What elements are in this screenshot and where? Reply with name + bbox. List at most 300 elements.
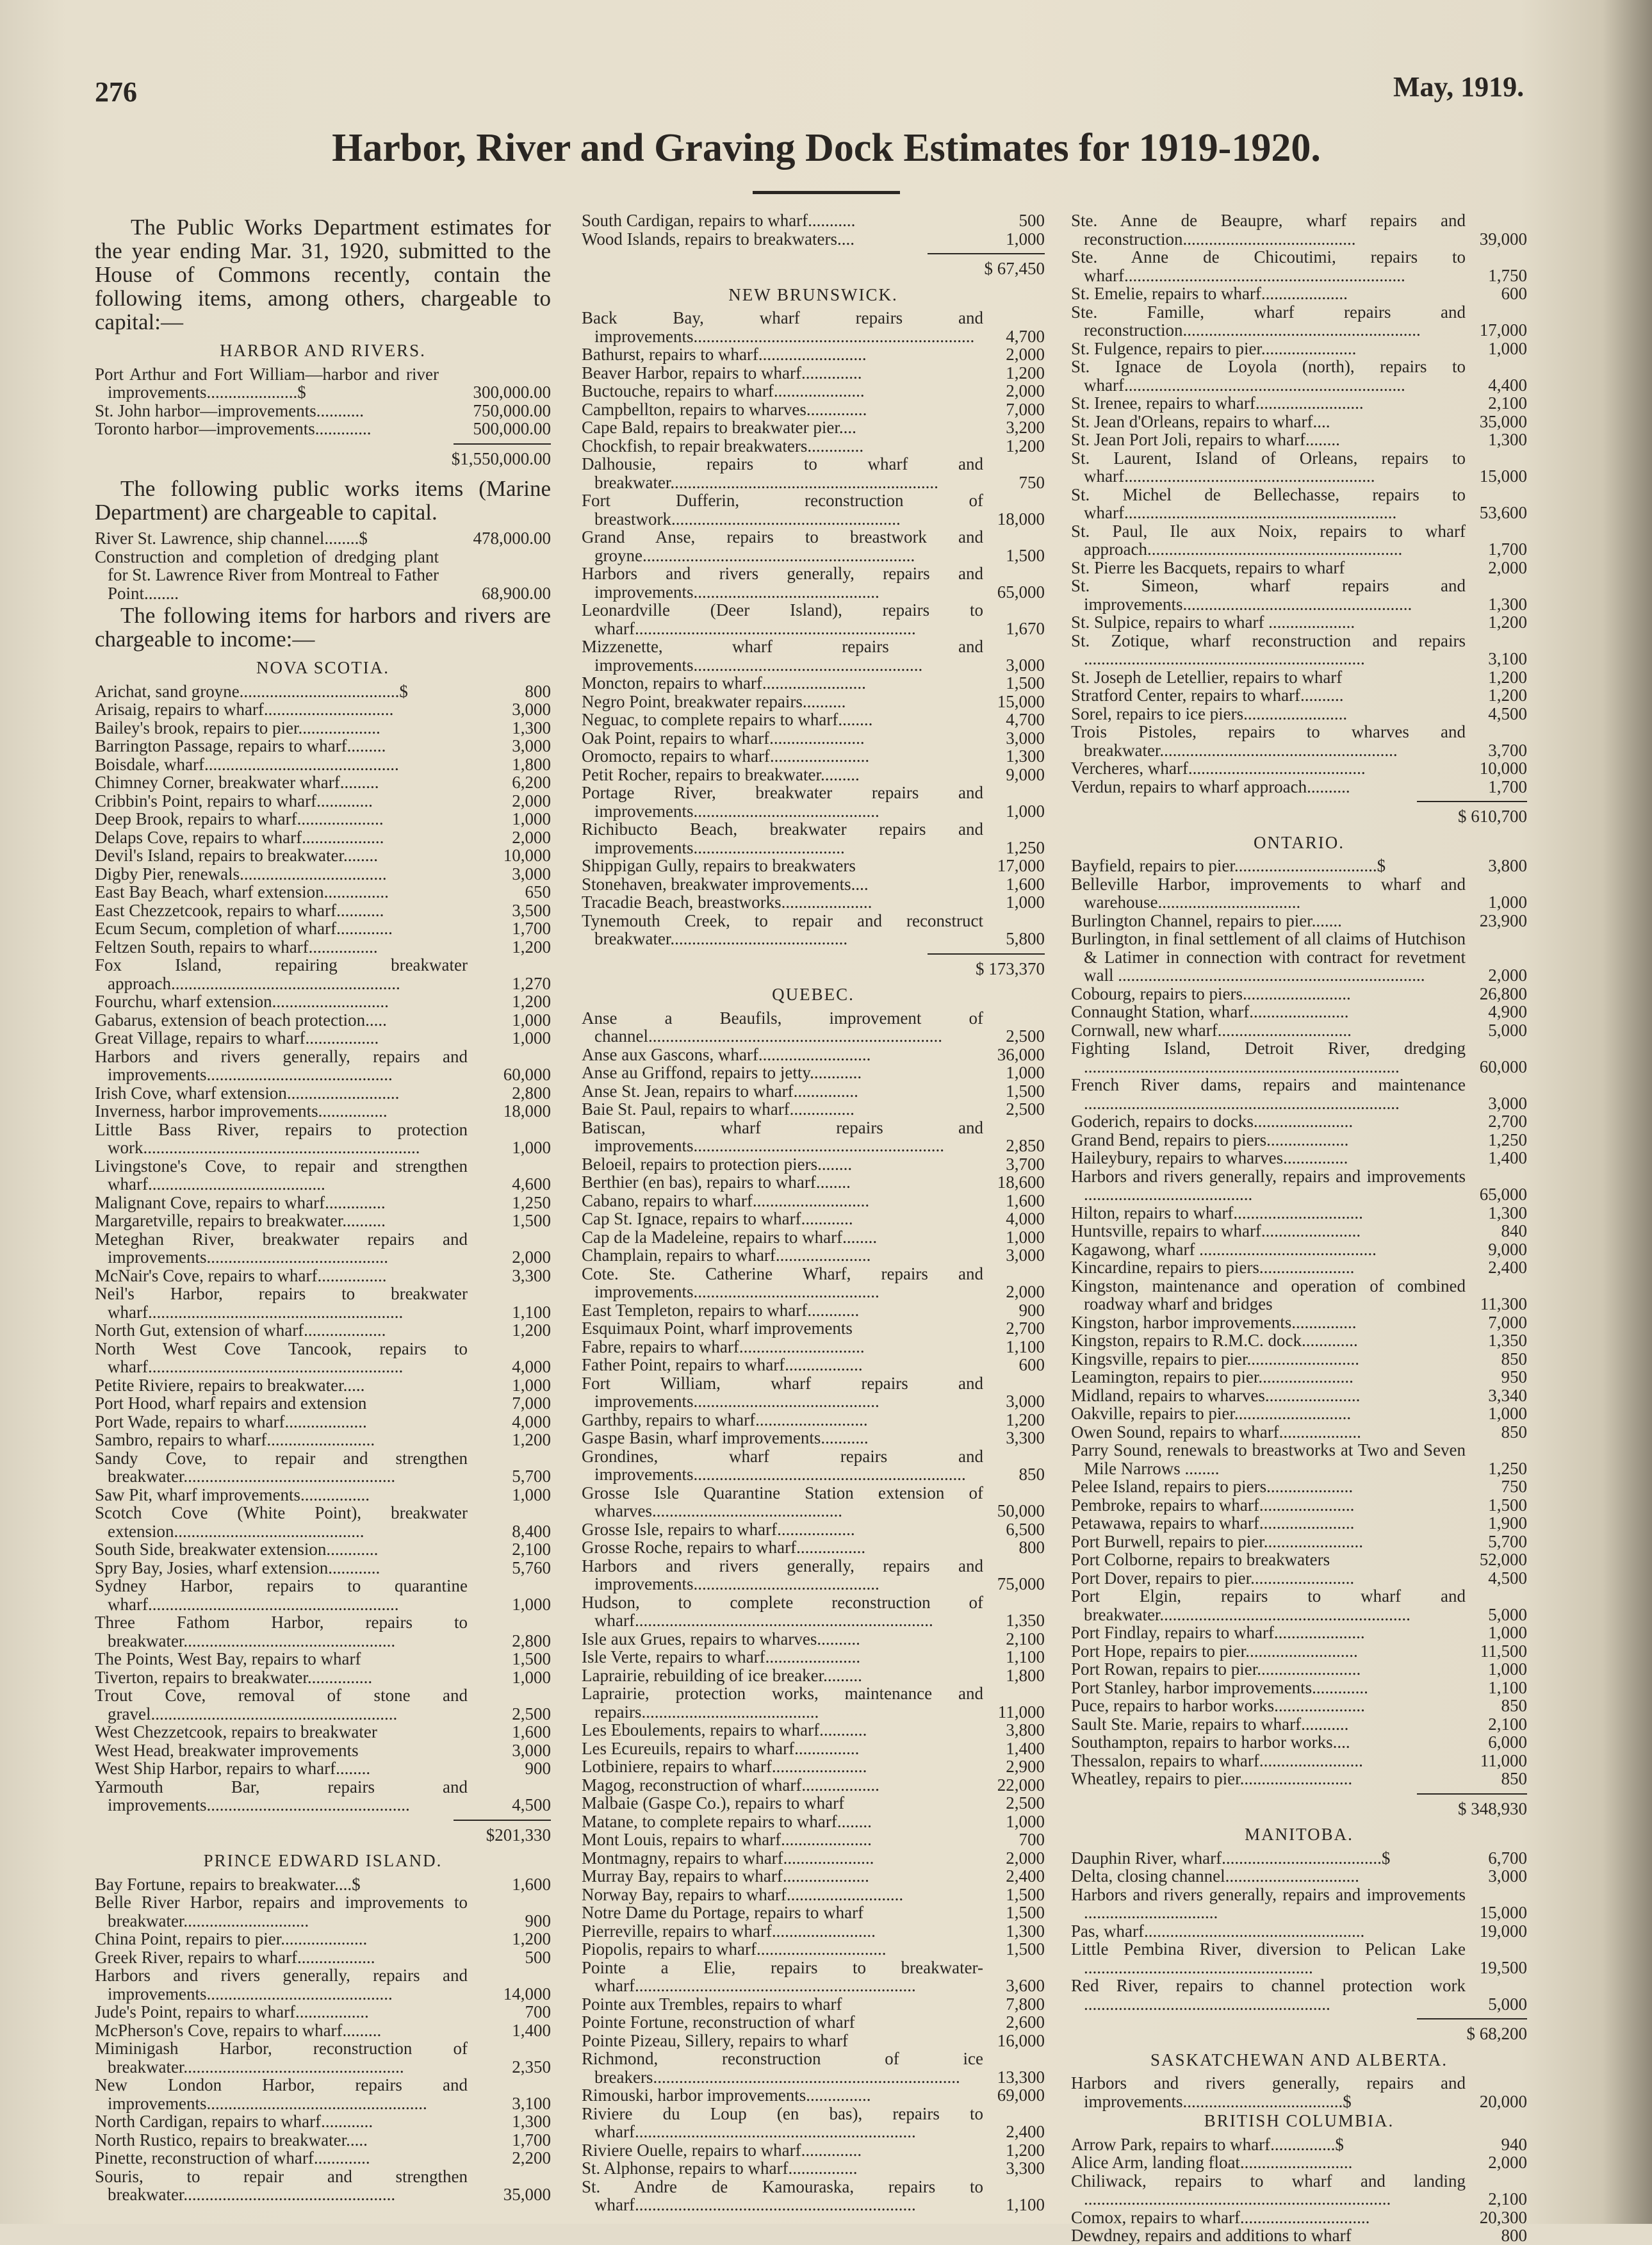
item-description: Saw Pit, wharf improvements................ xyxy=(95,1484,370,1504)
item-amount: 478,000.00 xyxy=(473,529,551,548)
list-item xyxy=(1071,358,1527,394)
total-value: $ 67,450 xyxy=(984,259,1045,278)
item-amount: 3,800 xyxy=(1488,856,1527,875)
item-description: Isle aux Grues, repairs to wharves.......... xyxy=(582,1629,860,1649)
list-item xyxy=(95,846,551,865)
list-item xyxy=(582,418,1045,437)
list-item xyxy=(582,1593,1045,1630)
list-item xyxy=(1071,1350,1527,1369)
item-amount: 4,700 xyxy=(1006,326,1045,346)
item-description: Fabre, repairs to wharf............................. xyxy=(582,1336,865,1356)
list-item xyxy=(1071,723,1527,759)
list-item xyxy=(1071,985,1527,1003)
item-amount: 3,700 xyxy=(1006,1154,1045,1174)
item-amount: 1,100 xyxy=(1006,2195,1045,2214)
item-amount: 1,300 xyxy=(1488,594,1527,614)
item-amount: 3,300 xyxy=(1006,1428,1045,1447)
item-amount: 2,600 xyxy=(1006,2012,1045,2032)
list-item xyxy=(582,637,1045,674)
item-description: Comox, repairs to wharf.............................. xyxy=(1071,2207,1370,2227)
item-amount: 5,700 xyxy=(1488,1531,1527,1551)
item-description: Cap St. Ignace, repairs to wharf............ xyxy=(582,1209,853,1228)
item-amount: 800 xyxy=(1018,1538,1045,1557)
item-amount: 2,800 xyxy=(512,1631,551,1650)
item-description: Wheatley, repairs to pier.......................... xyxy=(1071,1769,1353,1788)
list-item xyxy=(95,700,551,719)
item-amount: 1,600 xyxy=(512,1722,551,1741)
item-description: Sorel, repairs to ice piers........................ xyxy=(1071,703,1348,723)
item-amount: 1,400 xyxy=(1488,1148,1527,1167)
list-item xyxy=(582,912,1045,948)
item-amount: 3,000 xyxy=(1006,1246,1045,1265)
item-description: Parry Sound, renewals to breastworks at Two and Seven Mile Narrows ........ xyxy=(1071,1440,1466,1478)
item-description: Oak Point, repairs to wharf...................... xyxy=(582,728,865,748)
item-amount: 5,760 xyxy=(512,1558,551,1577)
item-description: Toronto harbor—improvements............. xyxy=(95,419,372,438)
item-description: Pierreville, repairs to wharf........................ xyxy=(582,1921,876,1941)
item-description: Harbors and rivers generally, repairs and improvements........................................... xyxy=(582,564,983,602)
list-item xyxy=(582,491,1045,528)
item-amount: 1,000 xyxy=(1006,1063,1045,1082)
item-amount: 18,000 xyxy=(997,509,1045,529)
item-description: St. Ignace de Loyola (north), repairs to wharf................................................................. xyxy=(1071,357,1466,395)
item-description: Dauphin River, wharf.....................................$ xyxy=(1071,1848,1391,1868)
item-amount: 3,000 xyxy=(1006,728,1045,748)
list-item xyxy=(582,729,1045,748)
section-heading-quebec: QUEBEC. xyxy=(772,985,855,1004)
item-amount: 3,000 xyxy=(512,736,551,755)
item-description: North Rustico, repairs to breakwater..... xyxy=(95,2130,368,2150)
item-description: Hilton, repairs to wharf.............................. xyxy=(1071,1203,1363,1222)
total-value: $ 68,200 xyxy=(1466,2024,1527,2043)
list-item xyxy=(582,1082,1045,1101)
item-description: St. Jean Port Joli, repairs to wharf........ xyxy=(1071,430,1340,449)
item-description: Harbors and rivers generally, repairs and improvements ....................................... xyxy=(1071,1166,1466,1204)
list-item xyxy=(582,1155,1045,1174)
item-amount: 2,900 xyxy=(1006,1757,1045,1776)
item-amount: 13,300 xyxy=(997,2067,1045,2087)
item-amount: 1,000 xyxy=(1488,892,1527,912)
item-description: McPherson's Cove, repairs to wharf......... xyxy=(95,2020,382,2040)
list-item xyxy=(95,1559,551,1577)
list-item xyxy=(582,601,1045,637)
item-amount: 700 xyxy=(525,2002,551,2021)
list-nova-scotia xyxy=(95,682,551,1814)
list-item xyxy=(582,1265,1045,1301)
list-item xyxy=(1071,577,1527,613)
item-description: St. Simeon, wharf repairs and improvements..................................................... xyxy=(1071,576,1466,614)
item-description: North Gut, extension of wharf................... xyxy=(95,1320,386,1340)
list-item xyxy=(95,1966,551,2003)
list-item xyxy=(95,1212,551,1230)
list-item xyxy=(95,1321,551,1340)
list-item xyxy=(95,1613,551,1650)
item-amount: 19,500 xyxy=(1479,1957,1527,1977)
item-description: Port Elgin, repairs to wharf and breakwater.......................................................... xyxy=(1071,1586,1466,1624)
list-british-columbia xyxy=(1071,2135,1527,2245)
item-amount: 1,300 xyxy=(1488,430,1527,449)
item-amount: 4,700 xyxy=(1006,710,1045,729)
list-item xyxy=(582,1776,1045,1795)
list-item xyxy=(1071,668,1527,687)
list-item xyxy=(582,1922,1045,1941)
item-description: St. Irenee, repairs to wharf......................... xyxy=(1071,393,1364,413)
item-description: Gaspe Basin, wharf improvements........... xyxy=(582,1428,869,1447)
list-item xyxy=(1071,705,1527,723)
item-description: Riviere Ouelle, repairs to wharf.............. xyxy=(582,2140,862,2160)
item-description: Trout Cove, removal of stone and gravel......................................................... xyxy=(95,1686,468,1723)
list-item xyxy=(1071,559,1527,577)
list-item xyxy=(1071,930,1527,985)
item-amount: 1,500 xyxy=(1006,1884,1045,1904)
item-amount: 3,500 xyxy=(512,900,551,920)
list-ontario xyxy=(1071,857,1527,1788)
item-amount: 7,000 xyxy=(512,1394,551,1413)
total-value: $ 610,700 xyxy=(1458,807,1527,826)
item-description: Petit Rocher, repairs to breakwater......... xyxy=(582,764,860,784)
list-item xyxy=(582,1666,1045,1685)
item-amount: 500,000.00 xyxy=(473,419,551,438)
item-amount: 1,200 xyxy=(1488,667,1527,687)
item-description: Kingston, maintenance and operation of combined roadway wharf and bridges xyxy=(1071,1276,1466,1313)
item-amount: 15,000 xyxy=(1479,1903,1527,1922)
list-item xyxy=(1071,686,1527,705)
item-description: Wood Islands, repairs to breakwaters.... xyxy=(582,229,855,249)
list-item xyxy=(582,1520,1045,1539)
item-amount: 3,000 xyxy=(512,864,551,884)
item-description: Anse a Beaufils, improvement of channel.................................................................... xyxy=(582,1008,983,1046)
item-amount: 1,200 xyxy=(1006,363,1045,382)
list-item xyxy=(95,2112,551,2131)
item-description: Irish Cove, wharf extension.......................... xyxy=(95,1083,400,1103)
item-description: Fighting Island, Detroit River, dredging ......................................................................... xyxy=(1071,1039,1466,1076)
list-item xyxy=(582,1100,1045,1119)
item-description: Pointe Fortune, reconstruction of wharf xyxy=(582,2012,855,2032)
list-item xyxy=(1071,613,1527,632)
list-item xyxy=(1071,759,1527,778)
list-item xyxy=(582,747,1045,766)
list-item xyxy=(1071,1624,1527,1642)
item-amount: 800 xyxy=(1501,2226,1527,2245)
list-item xyxy=(582,875,1045,894)
total-value: $1,550,000.00 xyxy=(451,448,551,468)
item-amount: 1,100 xyxy=(1006,1336,1045,1356)
item-amount: 1,000 xyxy=(1488,1404,1527,1423)
list-item xyxy=(1071,1533,1527,1551)
item-description: Red River, repairs to channel protection work ......................................................... xyxy=(1071,1976,1466,2014)
item-amount: 1,200 xyxy=(512,1430,551,1449)
section-heading-ontario: ONTARIO. xyxy=(1253,832,1345,852)
total-quebec xyxy=(1417,801,1527,826)
list-item xyxy=(95,992,551,1011)
list-item xyxy=(1071,1733,1527,1752)
list-marine xyxy=(95,529,551,602)
list-item xyxy=(1071,1331,1527,1350)
item-amount: 1,200 xyxy=(1488,686,1527,705)
item-amount: 1,300 xyxy=(1006,746,1045,766)
item-amount: 1,000 xyxy=(512,1138,551,1157)
item-amount: 1,000 xyxy=(512,809,551,828)
item-description: Hudson, to complete reconstruction of wharf..................................................................... xyxy=(582,1592,983,1630)
item-amount: 4,900 xyxy=(1488,1002,1527,1021)
item-amount: 1,200 xyxy=(1006,1410,1045,1429)
list-pei-continued xyxy=(582,211,1045,248)
item-description: Montmagny, repairs to wharf..................... xyxy=(582,1848,874,1868)
list-item xyxy=(582,1192,1045,1210)
list-item xyxy=(582,1995,1045,2014)
total-manitoba xyxy=(1417,2018,1527,2043)
item-amount: 7,000 xyxy=(1488,1312,1527,1332)
list-item xyxy=(582,2086,1045,2105)
item-amount: 2,000 xyxy=(1488,557,1527,577)
list-item xyxy=(95,1102,551,1121)
list-item xyxy=(1071,1149,1527,1167)
item-description: Kingston, harbor improvements............... xyxy=(1071,1312,1357,1332)
item-amount: 6,700 xyxy=(1488,1848,1527,1868)
item-amount: 26,800 xyxy=(1479,983,1527,1003)
item-description: St. Michel de Bellechasse, repairs to wharf............................................................... xyxy=(1071,484,1466,522)
list-item xyxy=(1071,1679,1527,1697)
list-item xyxy=(582,400,1045,419)
item-amount: 750 xyxy=(1501,1477,1527,1496)
total-harbor-rivers xyxy=(451,443,551,468)
item-description: Leamington, repairs to pier...................... xyxy=(1071,1367,1353,1386)
section-heading-british-columbia: BRITISH COLUMBIA. xyxy=(1204,2111,1394,2130)
item-description: The Points, West Bay, repairs to wharf xyxy=(95,1649,361,1668)
item-amount: 2,350 xyxy=(512,2057,551,2076)
list-item xyxy=(1071,1021,1527,1040)
item-description: Norway Bay, repairs to wharf........................... xyxy=(582,1884,904,1904)
list-item xyxy=(582,1356,1045,1374)
list-item xyxy=(582,345,1045,364)
item-description: Bathurst, repairs to wharf......................... xyxy=(582,345,867,364)
list-item xyxy=(1071,248,1527,284)
list-item xyxy=(95,1723,551,1741)
item-description: Anse St. Jean, repairs to wharf............... xyxy=(582,1081,858,1101)
item-amount: 700 xyxy=(1018,1830,1045,1849)
item-amount: 2,700 xyxy=(1488,1112,1527,1131)
item-description: Lotbiniere, repairs to wharf...................... xyxy=(582,1757,867,1776)
item-amount: 3,000 xyxy=(1488,1093,1527,1113)
item-amount: 1,700 xyxy=(1488,777,1527,796)
item-description: South Cardigan, repairs to wharf........... xyxy=(582,211,856,230)
item-amount: 2,000 xyxy=(512,791,551,810)
item-description: Port Stanley, harbor improvements............. xyxy=(1071,1677,1368,1697)
item-description: Harbors and rivers generally, repairs and improvements.....................................$ xyxy=(1071,2073,1466,2111)
item-amount: 35,000 xyxy=(503,2185,551,2204)
list-item xyxy=(582,1830,1045,1849)
item-amount: 1,500 xyxy=(1006,1939,1045,1959)
section-heading-manitoba: MANITOBA. xyxy=(1245,1825,1353,1844)
list-item xyxy=(95,1230,551,1267)
item-description: Pembroke, repairs to wharf...................... xyxy=(1071,1495,1355,1515)
item-description: Cap de la Madeleine, repairs to wharf........ xyxy=(582,1227,878,1247)
item-description: Little Bass River, repairs to protection work................................................................ xyxy=(95,1119,468,1157)
item-description: Petite Riviere, repairs to breakwater..... xyxy=(95,1375,365,1395)
item-description: Beaver Harbor, repairs to wharf.............. xyxy=(582,363,862,382)
item-amount: 2,100 xyxy=(512,1540,551,1559)
item-description: Port Hood, wharf repairs and extension xyxy=(95,1394,367,1413)
item-description: Sandy Cove, to repair and strengthen breakwater................................................. xyxy=(95,1448,468,1486)
list-item xyxy=(582,437,1045,456)
list-item xyxy=(582,382,1045,400)
item-amount: 11,000 xyxy=(1480,1750,1527,1770)
item-description: Meteghan River, breakwater repairs and improvements.......................................... xyxy=(95,1229,468,1267)
item-amount: 750,000.00 xyxy=(473,400,551,420)
item-description: Dalhousie, repairs to wharf and breakwater.............................................................. xyxy=(582,454,983,492)
item-description: Tracadie Beach, breastworks..................... xyxy=(582,892,872,912)
income-paragraph: The following items for harbors and rivers are chargeable to income:— xyxy=(95,603,551,652)
item-amount: 1,200 xyxy=(1006,2140,1045,2160)
item-description: Cape Bald, repairs to breakwater pier.... xyxy=(582,418,856,437)
item-description: Baie St. Paul, repairs to wharf............... xyxy=(582,1099,855,1119)
item-amount: 1,100 xyxy=(512,1302,551,1322)
list-item xyxy=(582,1794,1045,1813)
item-amount: 900 xyxy=(525,1911,551,1930)
list-item xyxy=(582,1119,1045,1155)
item-amount: 2,400 xyxy=(1006,1866,1045,1886)
list-item xyxy=(1071,1423,1527,1442)
item-amount: 2,850 xyxy=(1006,1136,1045,1155)
list-item xyxy=(95,938,551,957)
list-item xyxy=(582,1739,1045,1758)
item-description: Arichat, sand groyne.....................................$ xyxy=(95,681,408,701)
item-amount: 1,600 xyxy=(512,1874,551,1894)
item-description: Port Arthur and Fort William—harbor and river improvements.....................$ xyxy=(95,364,439,402)
item-amount: 8,400 xyxy=(512,1521,551,1541)
item-description: Grondines, wharf repairs and improvements............................................................... xyxy=(582,1446,983,1484)
item-amount: 1,000 xyxy=(512,1667,551,1687)
list-item xyxy=(1071,1496,1527,1515)
list-item xyxy=(1071,1240,1527,1259)
item-amount: 3,600 xyxy=(1006,1976,1045,1995)
item-description: Port Hope, repairs to pier.......................... xyxy=(1071,1641,1358,1661)
item-description: Livingstone's Cove, to repair and strengthen wharf......................................... xyxy=(95,1156,468,1194)
list-item xyxy=(1071,1477,1527,1496)
item-amount: 3,300 xyxy=(512,1265,551,1285)
item-description: Mont Louis, repairs to wharf..................... xyxy=(582,1830,872,1849)
list-item xyxy=(582,230,1045,249)
item-amount: 20,000 xyxy=(1479,2091,1527,2111)
page-number: 276 xyxy=(95,76,137,108)
list-item xyxy=(582,784,1045,820)
item-amount: 300,000.00 xyxy=(473,382,551,402)
item-description: Bay Fortune, repairs to breakwater....$ xyxy=(95,1874,361,1894)
item-description: Campbellton, repairs to wharves.............. xyxy=(582,399,867,419)
item-amount: 11,500 xyxy=(1480,1641,1527,1661)
item-description: Pinette, reconstruction of wharf............. xyxy=(95,2148,370,2167)
item-amount: 1,200 xyxy=(512,1929,551,1948)
list-item xyxy=(1071,1977,1527,2013)
item-description: Harbors and rivers generally, repairs and improvements........................................... xyxy=(95,1046,468,1084)
item-description: Trois Pistoles, repairs to wharves and breakwater....................................................... xyxy=(1071,722,1466,760)
list-item xyxy=(1071,2226,1527,2245)
item-description: Magog, reconstruction of wharf.................. xyxy=(582,1775,879,1795)
item-amount: 900 xyxy=(525,1759,551,1778)
list-item xyxy=(1071,1886,1527,1922)
item-amount: 1,100 xyxy=(1488,1677,1527,1697)
item-description: Burlington, in final settlement of all claims of Hutchison & Latimer in connection with contract for revetment wall ....................................................................... xyxy=(1071,929,1466,985)
total-value: $ 173,370 xyxy=(976,958,1045,978)
item-description: Harbors and rivers generally, repairs and improvements........................................... xyxy=(95,1966,468,2003)
item-description: Anse aux Gascons, wharf.......................... xyxy=(582,1044,871,1064)
list-item xyxy=(1071,1076,1527,1112)
item-amount: 850 xyxy=(1501,1349,1527,1369)
item-description: Delaps Cove, repairs to wharf................... xyxy=(95,827,384,847)
list-item xyxy=(1071,1550,1527,1569)
item-amount: 1,400 xyxy=(1006,1738,1045,1758)
item-amount: 2,000 xyxy=(1006,1848,1045,1868)
item-description: Ste. Famille, wharf repairs and reconstruction....................................................... xyxy=(1071,302,1466,340)
item-description: Goderich, repairs to docks....................... xyxy=(1071,1112,1353,1131)
item-description: Gabarus, extension of beach protection..... xyxy=(95,1010,387,1030)
item-amount: 1,250 xyxy=(1488,1130,1527,1149)
item-amount: 4,400 xyxy=(1488,375,1527,395)
list-item xyxy=(95,1486,551,1504)
list-item xyxy=(582,1484,1045,1520)
item-amount: 1,700 xyxy=(1488,539,1527,559)
item-description: North Cardigan, repairs to wharf............ xyxy=(95,2112,373,2131)
item-amount: 4,000 xyxy=(1006,1209,1045,1228)
item-amount: 1,670 xyxy=(1006,618,1045,638)
list-item xyxy=(582,1630,1045,1649)
item-description: Shippigan Gully, repairs to breakwaters xyxy=(582,856,856,875)
item-description: Barrington Passage, repairs to wharf......... xyxy=(95,736,386,755)
list-item xyxy=(582,1338,1045,1356)
list-item xyxy=(95,2149,551,2167)
item-description: Souris, to repair and strengthen breakwater................................................. xyxy=(95,2166,468,2204)
item-amount: 1,000 xyxy=(1006,892,1045,912)
item-description: Grosse Isle, repairs to wharf.................. xyxy=(582,1519,855,1539)
item-description: Owen Sound, repairs to wharf................... xyxy=(1071,1422,1361,1442)
item-amount: 4,000 xyxy=(512,1411,551,1431)
list-item xyxy=(582,1447,1045,1484)
list-item xyxy=(1071,1039,1527,1076)
item-description: Ecum Secum, completion of wharf............. xyxy=(95,919,393,938)
list-item xyxy=(1071,1441,1527,1477)
item-description: Greek River, repairs to wharf.................. xyxy=(95,1947,375,1967)
item-amount: 39,000 xyxy=(1479,229,1527,249)
item-amount: 65,000 xyxy=(1479,1185,1527,1204)
list-item xyxy=(582,1374,1045,1411)
list-item xyxy=(95,719,551,737)
item-description: Midland, repairs to wharves...................... xyxy=(1071,1385,1361,1405)
list-item xyxy=(95,1577,551,1613)
item-description: Grand Anse, repairs to breastwork and groyne............................................................... xyxy=(582,527,983,565)
item-description: Sambro, repairs to wharf......................... xyxy=(95,1430,375,1449)
list-item xyxy=(582,1301,1045,1320)
item-description: Cribbin's Point, repairs to wharf............. xyxy=(95,791,373,810)
item-amount: 2,200 xyxy=(512,2148,551,2167)
item-description: Miminigash Harbor, reconstruction of breakwater................................................... xyxy=(95,2039,468,2076)
item-amount: 2,800 xyxy=(512,1083,551,1103)
list-item xyxy=(1071,1697,1527,1715)
item-description: River St. Lawrence, ship channel........$ xyxy=(95,529,368,548)
item-amount: 500 xyxy=(1018,211,1045,230)
item-description: Arisaig, repairs to wharf.............................. xyxy=(95,700,394,719)
item-amount: 850 xyxy=(1501,1769,1527,1788)
item-description: Alice Arm, landing float.......................... xyxy=(1071,2153,1353,2172)
item-description: Harbors and rivers generally, repairs and improvements ............................... xyxy=(1071,1884,1466,1922)
item-amount: 36,000 xyxy=(997,1044,1045,1064)
item-description: St. Emelie, repairs to wharf.................... xyxy=(1071,284,1348,303)
list-item xyxy=(95,1875,551,1894)
item-description: Matane, to complete repairs to wharf........ xyxy=(582,1811,872,1831)
list-item xyxy=(1071,413,1527,431)
list-item xyxy=(95,828,551,847)
item-description: Oromocto, repairs to wharf....................... xyxy=(582,746,870,766)
item-description: St. Andre de Kamouraska, repairs to wharf................................................................. xyxy=(582,2176,983,2214)
